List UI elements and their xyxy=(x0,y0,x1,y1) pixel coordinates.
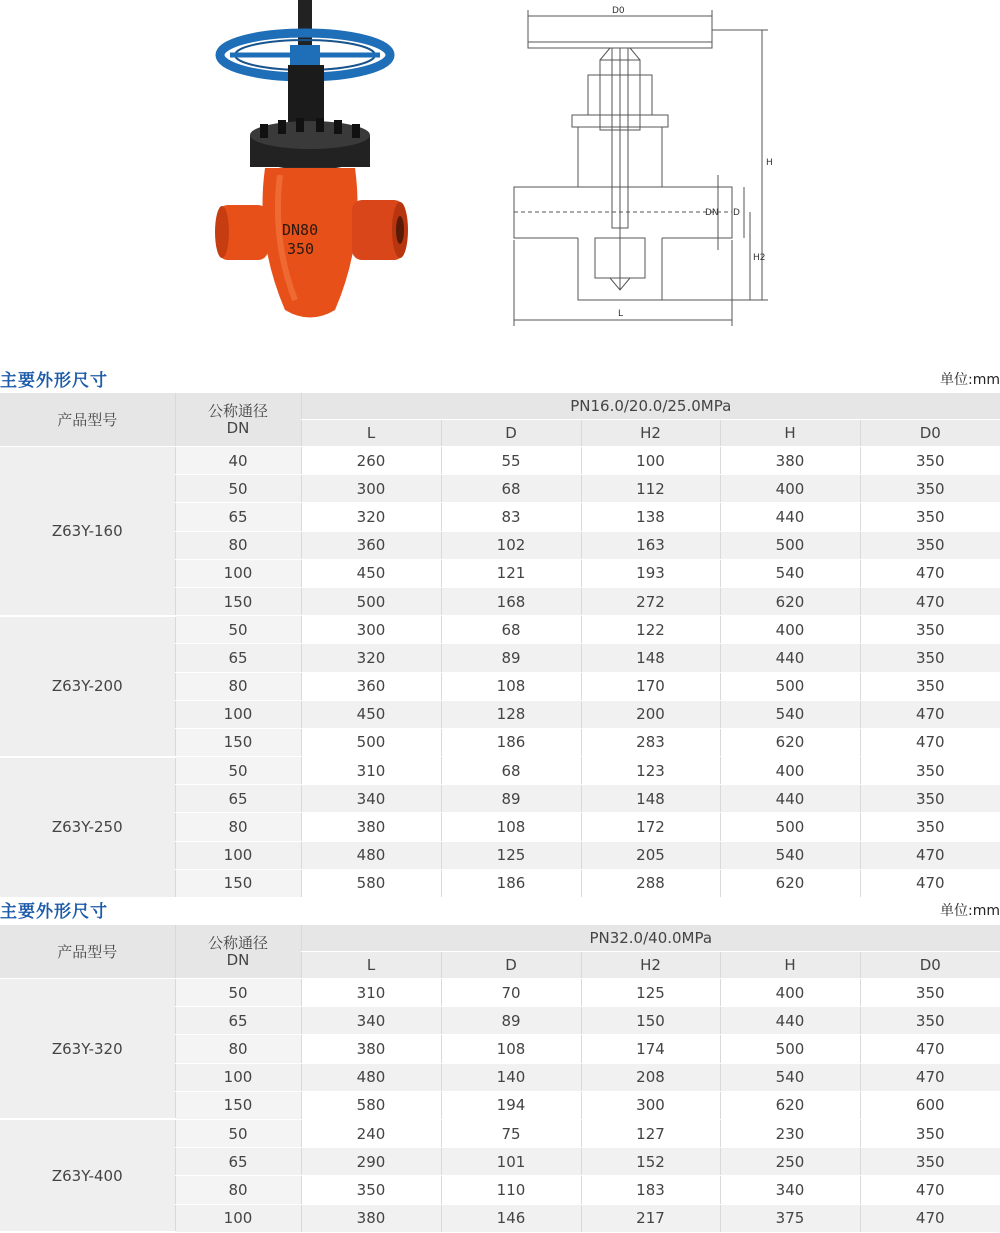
value-cell-d0: 350 xyxy=(860,503,1000,531)
value-cell-h: 230 xyxy=(720,1119,860,1147)
value-cell-l: 380 xyxy=(301,813,441,841)
header-dn-line1: 公称通径 xyxy=(207,401,268,420)
value-cell-h2: 100 xyxy=(581,447,720,475)
value-cell-d: 68 xyxy=(441,616,581,644)
value-cell-d: 108 xyxy=(441,672,581,700)
value-cell-h: 540 xyxy=(720,841,860,869)
value-cell-d0: 350 xyxy=(860,531,1000,559)
dn-cell: 100 xyxy=(175,700,301,728)
value-cell-d0: 470 xyxy=(860,700,1000,728)
value-cell-d0: 350 xyxy=(860,785,1000,813)
dn-cell: 40 xyxy=(175,447,301,475)
table-row xyxy=(0,979,1000,1007)
value-cell-h: 620 xyxy=(720,587,860,615)
dn-cell: 150 xyxy=(175,1091,301,1119)
value-cell-d0: 470 xyxy=(860,559,1000,587)
value-cell-l: 580 xyxy=(301,869,441,897)
header-dn-line2: DN xyxy=(226,950,250,969)
value-cell-h: 440 xyxy=(720,785,860,813)
value-cell-l: 300 xyxy=(301,475,441,503)
dn-cell: 100 xyxy=(175,1204,301,1232)
value-cell-h2: 200 xyxy=(581,700,720,728)
dn-cell: 100 xyxy=(175,1063,301,1091)
value-cell-l: 340 xyxy=(301,1007,441,1035)
dn-cell: 65 xyxy=(175,785,301,813)
value-cell-l: 480 xyxy=(301,1063,441,1091)
value-cell-d0: 350 xyxy=(860,644,1000,672)
dimension-table-2 xyxy=(0,925,1000,1233)
value-cell-d0: 350 xyxy=(860,447,1000,475)
section-1-title: 主要外形尺寸 xyxy=(0,371,108,391)
value-cell-l: 360 xyxy=(301,672,441,700)
dn-cell: 50 xyxy=(175,757,301,785)
value-cell-d0: 350 xyxy=(860,1148,1000,1176)
section-1-unit: 单位:mm xyxy=(940,372,1000,388)
value-cell-h2: 122 xyxy=(581,616,720,644)
value-cell-h: 250 xyxy=(720,1148,860,1176)
value-cell-h2: 138 xyxy=(581,503,720,531)
value-cell-l: 320 xyxy=(301,644,441,672)
photo-marking-line2: 350 xyxy=(287,240,315,258)
valve-photo xyxy=(210,0,410,330)
drawing-label-h: H xyxy=(766,158,773,168)
dn-cell: 150 xyxy=(175,728,301,756)
value-cell-d: 68 xyxy=(441,757,581,785)
value-cell-d0: 470 xyxy=(860,841,1000,869)
value-cell-d0: 470 xyxy=(860,728,1000,756)
dn-cell: 65 xyxy=(175,644,301,672)
header-col-d0: D0 xyxy=(860,420,1000,447)
drawing-label-h2: H2 xyxy=(753,253,766,263)
model-cell: Z63Y-200 xyxy=(0,616,175,757)
value-cell-d0: 470 xyxy=(860,869,1000,897)
value-cell-h2: 183 xyxy=(581,1176,720,1204)
value-cell-h2: 205 xyxy=(581,841,720,869)
dimension-table-1 xyxy=(0,393,1000,899)
dn-cell: 150 xyxy=(175,869,301,897)
header-col-d0: D0 xyxy=(860,952,1000,979)
value-cell-h2: 112 xyxy=(581,475,720,503)
value-cell-l: 480 xyxy=(301,841,441,869)
value-cell-h2: 193 xyxy=(581,559,720,587)
header-model: 产品型号 xyxy=(0,925,175,979)
value-cell-l: 260 xyxy=(301,447,441,475)
value-cell-l: 310 xyxy=(301,979,441,1007)
value-cell-h: 540 xyxy=(720,700,860,728)
value-cell-h: 540 xyxy=(720,1063,860,1091)
value-cell-l: 340 xyxy=(301,785,441,813)
value-cell-d0: 470 xyxy=(860,1035,1000,1063)
value-cell-h: 620 xyxy=(720,1091,860,1119)
value-cell-h2: 152 xyxy=(581,1148,720,1176)
dn-cell: 50 xyxy=(175,616,301,644)
value-cell-l: 450 xyxy=(301,559,441,587)
header-col-h2: H2 xyxy=(581,420,720,447)
value-cell-h2: 217 xyxy=(581,1204,720,1232)
header-col-h: H xyxy=(720,420,860,447)
value-cell-d0: 350 xyxy=(860,1119,1000,1147)
value-cell-h2: 163 xyxy=(581,531,720,559)
value-cell-l: 450 xyxy=(301,700,441,728)
header-dn xyxy=(175,925,301,979)
value-cell-h2: 148 xyxy=(581,644,720,672)
header-model: 产品型号 xyxy=(0,393,175,447)
dn-cell: 50 xyxy=(175,475,301,503)
value-cell-d: 101 xyxy=(441,1148,581,1176)
value-cell-h2: 123 xyxy=(581,757,720,785)
value-cell-h: 540 xyxy=(720,559,860,587)
header-dn-line1: 公称通径 xyxy=(207,933,268,952)
value-cell-h: 620 xyxy=(720,728,860,756)
value-cell-l: 310 xyxy=(301,757,441,785)
drawing-label-d: D xyxy=(733,208,740,218)
header-col-l: L xyxy=(301,420,441,447)
dn-cell: 80 xyxy=(175,672,301,700)
value-cell-d0: 350 xyxy=(860,475,1000,503)
dn-cell: 80 xyxy=(175,531,301,559)
header-pressure: PN16.0/20.0/25.0MPa xyxy=(301,393,1000,420)
value-cell-d: 186 xyxy=(441,869,581,897)
value-cell-h: 340 xyxy=(720,1176,860,1204)
value-cell-h2: 148 xyxy=(581,785,720,813)
value-cell-h: 500 xyxy=(720,531,860,559)
value-cell-h: 620 xyxy=(720,869,860,897)
value-cell-h: 400 xyxy=(720,979,860,1007)
value-cell-h: 375 xyxy=(720,1204,860,1232)
value-cell-d0: 470 xyxy=(860,1176,1000,1204)
value-cell-d: 83 xyxy=(441,503,581,531)
value-cell-d0: 350 xyxy=(860,1007,1000,1035)
dn-cell: 65 xyxy=(175,503,301,531)
dn-cell: 100 xyxy=(175,841,301,869)
value-cell-h2: 150 xyxy=(581,1007,720,1035)
table-row xyxy=(0,447,1000,475)
value-cell-d: 89 xyxy=(441,785,581,813)
section-2-title: 主要外形尺寸 xyxy=(0,902,108,922)
dn-cell: 150 xyxy=(175,587,301,615)
value-cell-d0: 350 xyxy=(860,979,1000,1007)
value-cell-h: 440 xyxy=(720,644,860,672)
drawing-label-dn: DN xyxy=(705,208,719,218)
value-cell-h2: 288 xyxy=(581,869,720,897)
value-cell-d0: 470 xyxy=(860,1204,1000,1232)
value-cell-d: 146 xyxy=(441,1204,581,1232)
value-cell-d0: 350 xyxy=(860,672,1000,700)
value-cell-d0: 350 xyxy=(860,757,1000,785)
value-cell-l: 500 xyxy=(301,587,441,615)
value-cell-h2: 208 xyxy=(581,1063,720,1091)
value-cell-h2: 172 xyxy=(581,813,720,841)
model-cell: Z63Y-160 xyxy=(0,447,175,616)
value-cell-d: 108 xyxy=(441,1035,581,1063)
header-dn-line2: DN xyxy=(226,418,250,437)
value-cell-l: 290 xyxy=(301,1148,441,1176)
table-row xyxy=(0,1119,1000,1147)
dn-cell: 80 xyxy=(175,1176,301,1204)
value-cell-d0: 470 xyxy=(860,587,1000,615)
dn-cell: 80 xyxy=(175,813,301,841)
value-cell-h2: 300 xyxy=(581,1091,720,1119)
table-row xyxy=(0,757,1000,785)
header-col-d: D xyxy=(441,420,581,447)
value-cell-d: 125 xyxy=(441,841,581,869)
value-cell-d: 70 xyxy=(441,979,581,1007)
value-cell-d: 128 xyxy=(441,700,581,728)
header-col-h2: H2 xyxy=(581,952,720,979)
value-cell-h: 400 xyxy=(720,757,860,785)
header-col-l: L xyxy=(301,952,441,979)
value-cell-d: 186 xyxy=(441,728,581,756)
value-cell-d: 121 xyxy=(441,559,581,587)
value-cell-l: 240 xyxy=(301,1119,441,1147)
value-cell-h: 380 xyxy=(720,447,860,475)
value-cell-h2: 170 xyxy=(581,672,720,700)
valve-drawing xyxy=(500,0,780,330)
value-cell-l: 320 xyxy=(301,503,441,531)
value-cell-h: 500 xyxy=(720,672,860,700)
drawing-label-d0: D0 xyxy=(612,6,625,16)
header-dn xyxy=(175,393,301,447)
value-cell-l: 300 xyxy=(301,616,441,644)
value-cell-d: 168 xyxy=(441,587,581,615)
value-cell-l: 580 xyxy=(301,1091,441,1119)
header-pressure: PN32.0/40.0MPa xyxy=(301,925,1000,952)
value-cell-d: 194 xyxy=(441,1091,581,1119)
value-cell-h2: 127 xyxy=(581,1119,720,1147)
model-cell: Z63Y-400 xyxy=(0,1119,175,1232)
dn-cell: 100 xyxy=(175,559,301,587)
dn-cell: 65 xyxy=(175,1148,301,1176)
value-cell-d: 89 xyxy=(441,644,581,672)
value-cell-d: 110 xyxy=(441,1176,581,1204)
value-cell-d: 108 xyxy=(441,813,581,841)
model-cell: Z63Y-250 xyxy=(0,757,175,898)
value-cell-h: 440 xyxy=(720,503,860,531)
value-cell-h: 500 xyxy=(720,1035,860,1063)
value-cell-h2: 272 xyxy=(581,587,720,615)
header-col-h: H xyxy=(720,952,860,979)
value-cell-l: 380 xyxy=(301,1204,441,1232)
section-2-unit: 单位:mm xyxy=(940,903,1000,919)
value-cell-d0: 350 xyxy=(860,616,1000,644)
dn-cell: 65 xyxy=(175,1007,301,1035)
value-cell-d: 140 xyxy=(441,1063,581,1091)
dn-cell: 50 xyxy=(175,979,301,1007)
value-cell-l: 360 xyxy=(301,531,441,559)
drawing-label-l: L xyxy=(618,309,624,319)
header-col-d: D xyxy=(441,952,581,979)
value-cell-h: 440 xyxy=(720,1007,860,1035)
value-cell-d: 75 xyxy=(441,1119,581,1147)
table-row xyxy=(0,616,1000,644)
value-cell-d0: 350 xyxy=(860,813,1000,841)
value-cell-h: 400 xyxy=(720,475,860,503)
value-cell-l: 380 xyxy=(301,1035,441,1063)
value-cell-d0: 600 xyxy=(860,1091,1000,1119)
value-cell-h: 400 xyxy=(720,616,860,644)
model-cell: Z63Y-320 xyxy=(0,979,175,1120)
value-cell-h2: 174 xyxy=(581,1035,720,1063)
dn-cell: 80 xyxy=(175,1035,301,1063)
dn-cell: 50 xyxy=(175,1119,301,1147)
value-cell-d0: 470 xyxy=(860,1063,1000,1091)
value-cell-d: 68 xyxy=(441,475,581,503)
photo-marking-line1: DN80 xyxy=(282,221,319,239)
value-cell-l: 500 xyxy=(301,728,441,756)
value-cell-d: 89 xyxy=(441,1007,581,1035)
value-cell-h2: 283 xyxy=(581,728,720,756)
value-cell-d: 102 xyxy=(441,531,581,559)
value-cell-l: 350 xyxy=(301,1176,441,1204)
value-cell-h2: 125 xyxy=(581,979,720,1007)
value-cell-h: 500 xyxy=(720,813,860,841)
value-cell-d: 55 xyxy=(441,447,581,475)
